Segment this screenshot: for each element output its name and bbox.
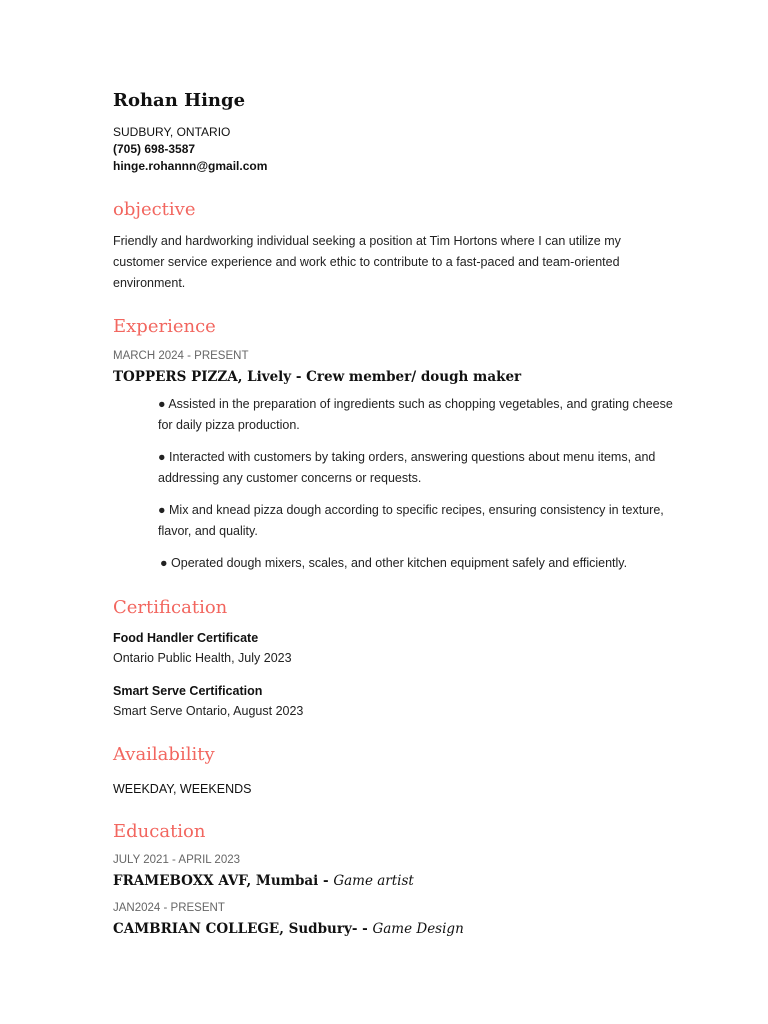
job-bullet-list	[113, 394, 673, 574]
education-dates: JAN2024 - PRESENT	[113, 901, 225, 914]
job-bullet: ● Operated dough mixers, scales, and other kitchen equipment safely and efficiently.	[160, 556, 628, 570]
education-entry	[113, 918, 673, 940]
job-bullet: ● Mix and knead pizza dough according to specific recipes, ensuring consistency in texture, flavor, and quality.	[158, 503, 664, 538]
education-entry	[113, 870, 673, 892]
contact-address: SUDBURY, ONTARIO	[113, 125, 231, 139]
job-bullet: ● Assisted in the preparation of ingredients such as chopping vegetables, and grating cheese for daily pizza production.	[158, 397, 673, 432]
program-name: Game artist	[333, 872, 414, 889]
certificate-name: Smart Serve Certification	[113, 683, 263, 698]
job-title: TOPPERS PIZZA, Lively - Crew member/ dough maker	[113, 369, 522, 385]
candidate-name: Rohan Hinge	[113, 90, 246, 111]
program-name: Game Design	[372, 920, 464, 937]
job-bullet: ● Interacted with customers by taking orders, answering questions about menu items, and addressing any customer concerns or requests.	[158, 450, 656, 485]
objective-heading: objective	[113, 199, 196, 220]
school-name: FRAMEBOXX AVF, Mumbai -	[113, 872, 334, 889]
education-heading: Education	[113, 820, 206, 842]
availability-text: WEEKDAY, WEEKENDS	[113, 781, 252, 796]
availability-heading: Availability	[113, 743, 215, 765]
certificate-name: Food Handler Certificate	[113, 630, 259, 645]
job-entry	[113, 348, 673, 574]
certification-heading: Certification	[113, 596, 228, 618]
experience-heading: Experience	[113, 316, 216, 337]
objective-text: Friendly and hardworking individual seeking a position at Tim Hortons where I can utilize my customer service experience and work ethic to contribute to a fast-paced and team-oriented environment.	[113, 234, 621, 290]
education-dates: JULY 2021 - APRIL 2023	[113, 853, 241, 866]
certificate-detail: Ontario Public Health, July 2023	[113, 650, 292, 665]
certificate-detail: Smart Serve Ontario, August 2023	[113, 703, 304, 718]
resume-page	[113, 88, 673, 940]
contact-email: hinge.rohannn@gmail.com	[113, 159, 268, 173]
job-dates: MARCH 2024 - PRESENT	[113, 350, 249, 362]
contact-phone: (705) 698-3587	[113, 142, 196, 156]
school-name: CAMBRIAN COLLEGE, Sudbury- -	[113, 920, 373, 937]
